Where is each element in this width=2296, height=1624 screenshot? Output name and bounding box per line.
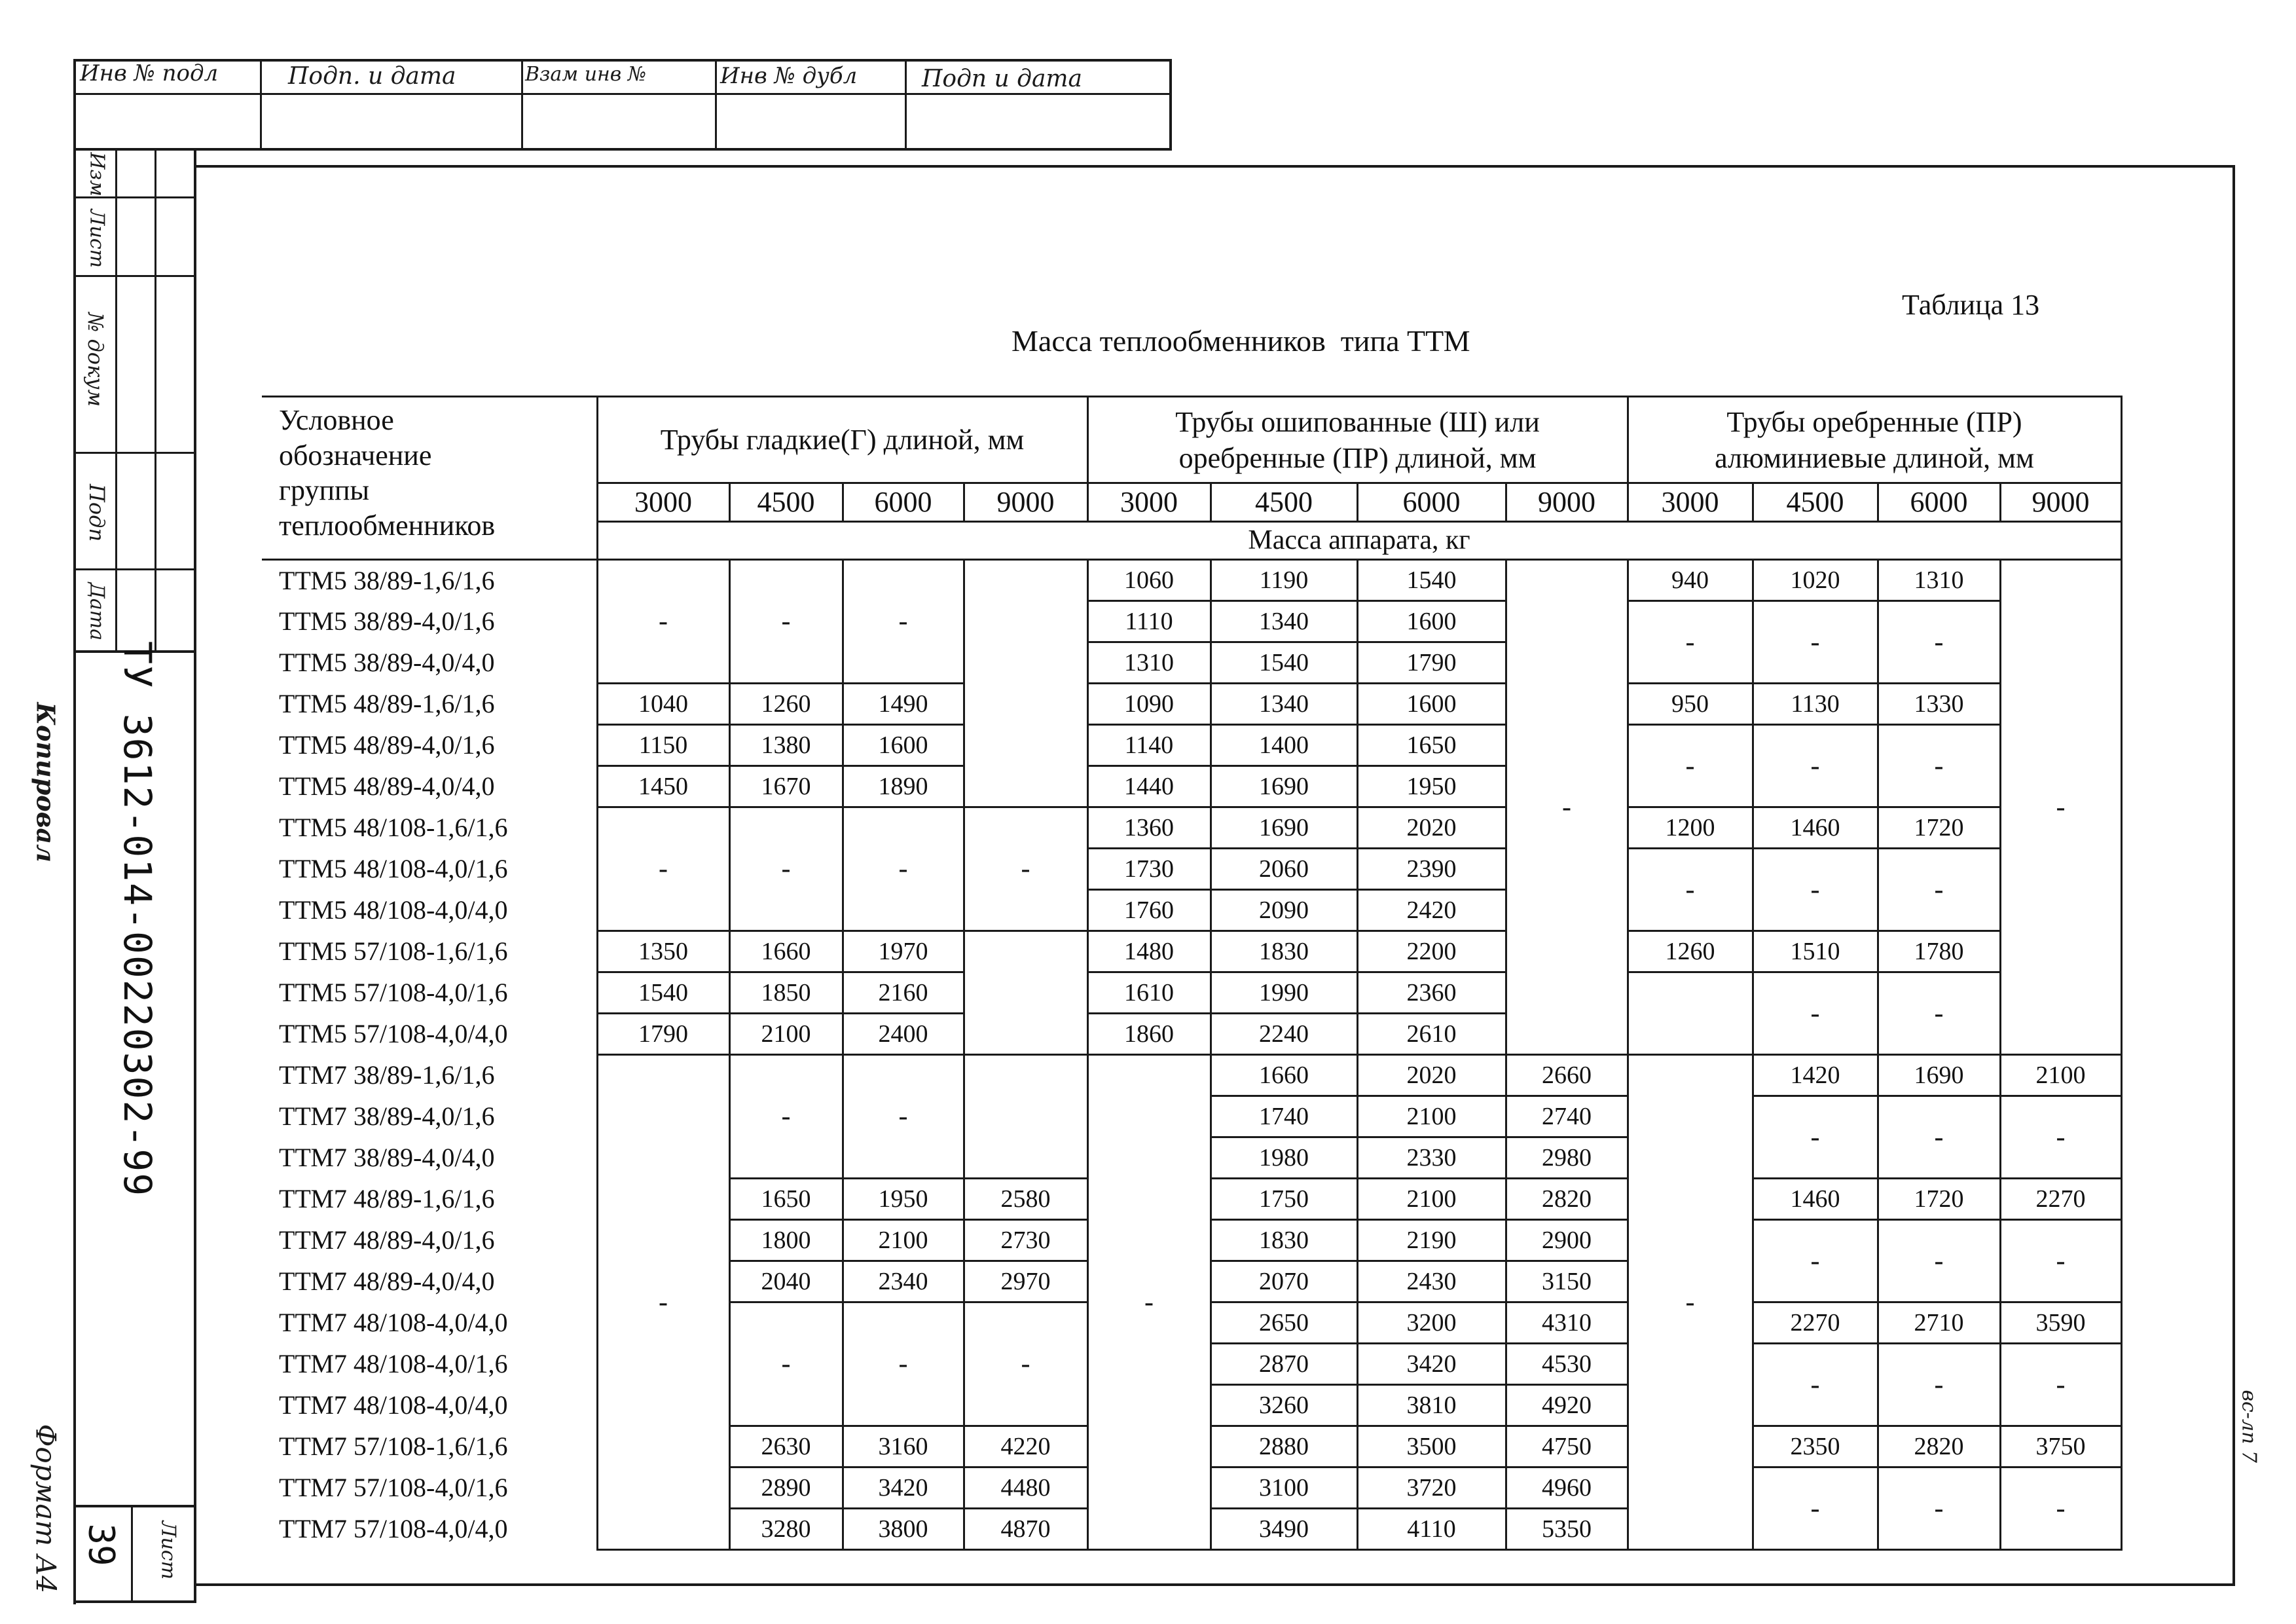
mass-finned-al-cell: 2710 [1878, 1302, 2000, 1344]
mass-studded-cell: 1400 [1211, 725, 1357, 766]
no-data-dash: - [1087, 1055, 1211, 1550]
mass-studded-cell: 1750 [1211, 1179, 1357, 1220]
mass-studded-cell: 2430 [1357, 1261, 1506, 1302]
header-group-smooth: Трубы гладкие(Г) длиной, мм [597, 397, 1087, 483]
mass-smooth-cell: 3280 [729, 1509, 843, 1550]
mass-studded-cell: 2100 [1357, 1179, 1506, 1220]
mass-smooth-cell: 2340 [843, 1261, 964, 1302]
mass-studded-cell: 1740 [1211, 1096, 1357, 1137]
mass-studded-cell: 2740 [1506, 1096, 1628, 1137]
mass-studded-cell: 1730 [1087, 849, 1211, 890]
no-data-dash: - [1878, 601, 2000, 684]
mass-studded-cell: 1440 [1087, 766, 1211, 807]
mass-smooth-cell: 1150 [597, 725, 729, 766]
row-designation: ТТМ5 48/89-4,0/1,6 [262, 725, 597, 766]
no-data-dash: - [964, 1302, 1087, 1426]
mass-finned-al-cell: 2100 [2000, 1055, 2121, 1096]
no-data-dash: - [1753, 1344, 1878, 1426]
col-label-izm: Изм [85, 152, 109, 196]
mass-smooth-cell: 1450 [597, 766, 729, 807]
no-data-dash: - [729, 1055, 843, 1179]
no-data-dash: - [2000, 1096, 2121, 1179]
table-row [262, 684, 2121, 725]
mass-studded-cell: 2020 [1357, 1055, 1506, 1096]
mass-studded-cell: 1340 [1211, 684, 1357, 725]
mass-smooth-cell: 2400 [843, 1014, 964, 1055]
header-group-studded: Трубы ошипованные (Ш) или оребренные (ПР) длиной, мм [1087, 397, 1628, 483]
mass-studded-cell: 1830 [1211, 1220, 1357, 1261]
mass-studded-cell: 3260 [1211, 1385, 1357, 1426]
mass-finned-al-cell: 2820 [1878, 1426, 2000, 1467]
row-designation: ТТМ5 57/108-4,0/1,6 [262, 972, 597, 1014]
mass-studded-cell: 1690 [1211, 807, 1357, 849]
row-designation: ТТМ7 48/108-4,0/4,0 [262, 1302, 597, 1344]
no-data-dash: - [1753, 1096, 1878, 1179]
row-designation: ТТМ5 57/108-1,6/1,6 [262, 931, 597, 972]
mass-studded-cell: 2090 [1211, 890, 1357, 931]
empty-cell [1628, 972, 1753, 1055]
mass-smooth-cell: 4220 [964, 1426, 1087, 1467]
mass-smooth-cell: 2100 [729, 1014, 843, 1055]
document-code: ТУ 3612-014-00220302-99 [115, 641, 160, 1198]
mass-smooth-cell: 1950 [843, 1179, 964, 1220]
header-length: 6000 [843, 483, 964, 521]
row-designation: ТТМ7 48/89-4,0/4,0 [262, 1261, 597, 1302]
row-designation: ТТМ5 38/89-4,0/1,6 [262, 601, 597, 642]
mass-smooth-cell: 1600 [843, 725, 964, 766]
empty-cell [964, 931, 1087, 1055]
mass-studded-cell: 1990 [1211, 972, 1357, 1014]
mass-studded-cell: 1660 [1211, 1055, 1357, 1096]
table-row [262, 725, 2121, 766]
row-designation: ТТМ7 38/89-4,0/1,6 [262, 1096, 597, 1137]
mass-studded-cell: 1790 [1357, 642, 1506, 684]
no-data-dash: - [1878, 849, 2000, 931]
mass-smooth-cell: 3160 [843, 1426, 964, 1467]
mass-smooth-cell: 1800 [729, 1220, 843, 1261]
header-length: 4500 [1753, 483, 1878, 521]
no-data-dash: - [843, 1302, 964, 1426]
mass-studded-cell: 5350 [1506, 1509, 1628, 1550]
row-designation: ТТМ5 48/89-4,0/4,0 [262, 766, 597, 807]
mass-smooth-cell: 2890 [729, 1467, 843, 1509]
mass-studded-cell: 2870 [1211, 1344, 1357, 1385]
mass-studded-cell: 1360 [1087, 807, 1211, 849]
mass-smooth-cell: 1650 [729, 1179, 843, 1220]
mass-studded-cell: 2900 [1506, 1220, 1628, 1261]
mass-smooth-cell: 1540 [597, 972, 729, 1014]
no-data-dash: - [843, 1055, 964, 1179]
header-length: 6000 [1878, 483, 2000, 521]
mass-finned-al-cell: 3750 [2000, 1426, 2121, 1467]
empty-cell [964, 560, 1087, 807]
no-data-dash: - [1753, 1220, 1878, 1302]
mass-smooth-cell: 2730 [964, 1220, 1087, 1261]
mass-studded-cell: 1690 [1211, 766, 1357, 807]
mass-studded-cell: 2980 [1506, 1137, 1628, 1179]
mass-studded-cell: 3720 [1357, 1467, 1506, 1509]
table-row [262, 807, 2121, 849]
mass-studded-cell: 1060 [1087, 560, 1211, 601]
header-length: 3000 [1628, 483, 1753, 521]
header-length: 3000 [1087, 483, 1211, 521]
stamp-label-inv-podl: Инв № подл [80, 60, 219, 86]
margin-format-label: Формат А4 [29, 1424, 62, 1594]
mass-studded-cell: 2200 [1357, 931, 1506, 972]
mass-finned-al-cell: 1720 [1878, 1179, 2000, 1220]
mass-finned-al-cell: 1510 [1753, 931, 1878, 972]
mass-finned-al-cell: 1020 [1753, 560, 1878, 601]
mass-studded-cell: 2360 [1357, 972, 1506, 1014]
mass-studded-cell: 4110 [1357, 1509, 1506, 1550]
no-data-dash: - [597, 560, 729, 684]
no-data-dash: - [1878, 972, 2000, 1055]
no-data-dash: - [597, 1055, 729, 1550]
mass-studded-cell: 2240 [1211, 1014, 1357, 1055]
table-number: Таблица 13 [1902, 289, 2040, 321]
row-designation: ТТМ5 48/108-1,6/1,6 [262, 807, 597, 849]
no-data-dash: - [2000, 1344, 2121, 1426]
mass-table [262, 396, 2123, 1551]
mass-finned-al-cell: 1460 [1753, 1179, 1878, 1220]
mass-studded-cell: 2060 [1211, 849, 1357, 890]
mass-studded-cell: 1090 [1087, 684, 1211, 725]
mass-finned-al-cell: 1720 [1878, 807, 2000, 849]
row-designation: ТТМ7 57/108-4,0/4,0 [262, 1509, 597, 1550]
mass-studded-cell: 1950 [1357, 766, 1506, 807]
mass-smooth-cell: 4870 [964, 1509, 1087, 1550]
table-row [262, 1055, 2121, 1096]
mass-studded-cell: 3100 [1211, 1467, 1357, 1509]
margin-copied-label: Копировал [31, 702, 61, 862]
table-row [262, 560, 2121, 601]
col-label-list: Лист [85, 209, 109, 268]
mass-studded-cell: 2420 [1357, 890, 1506, 931]
header-mass-label: Масса аппарата, кг [597, 521, 2121, 559]
stamp-label-podp-i-data: Подп и дата [922, 65, 1083, 92]
no-data-dash: - [729, 807, 843, 931]
mass-studded-cell: 2100 [1357, 1096, 1506, 1137]
mass-studded-cell: 1600 [1357, 684, 1506, 725]
no-data-dash: - [1878, 1096, 2000, 1179]
no-data-dash: - [1878, 725, 2000, 807]
mass-smooth-cell: 1380 [729, 725, 843, 766]
mass-finned-al-cell: 1330 [1878, 684, 2000, 725]
no-data-dash: - [2000, 560, 2121, 1055]
mass-finned-al-cell: 1130 [1753, 684, 1878, 725]
no-data-dash: - [1628, 1055, 1753, 1550]
mass-smooth-cell: 1260 [729, 684, 843, 725]
mass-smooth-cell: 1490 [843, 684, 964, 725]
col-label-podp: Подп [84, 484, 109, 542]
mass-smooth-cell: 1850 [729, 972, 843, 1014]
header-length: 3000 [597, 483, 729, 521]
mass-smooth-cell: 2970 [964, 1261, 1087, 1302]
row-designation: ТТМ7 48/108-4,0/4,0 [262, 1385, 597, 1426]
no-data-dash: - [1753, 601, 1878, 684]
mass-studded-cell: 2820 [1506, 1179, 1628, 1220]
mass-studded-cell: 4310 [1506, 1302, 1628, 1344]
mass-finned-al-cell: 1260 [1628, 931, 1753, 972]
mass-studded-cell: 4750 [1506, 1426, 1628, 1467]
mass-studded-cell: 1540 [1211, 642, 1357, 684]
row-designation: ТТМ5 38/89-4,0/4,0 [262, 642, 597, 684]
row-designation: ТТМ7 57/108-1,6/1,6 [262, 1426, 597, 1467]
mass-smooth-cell: 1890 [843, 766, 964, 807]
row-designation: ТТМ7 38/89-1,6/1,6 [262, 1055, 597, 1096]
mass-smooth-cell: 3420 [843, 1467, 964, 1509]
header-group-finned-al: Трубы оребренные (ПР) алюминиевые длиной, мм [1628, 397, 2121, 483]
row-designation: ТТМ5 38/89-1,6/1,6 [262, 560, 597, 601]
mass-finned-al-cell: 1420 [1753, 1055, 1878, 1096]
sheet-number: 39 [81, 1523, 122, 1566]
mass-studded-cell: 3420 [1357, 1344, 1506, 1385]
mass-smooth-cell: 2580 [964, 1179, 1087, 1220]
no-data-dash: - [1628, 725, 1753, 807]
table-row [262, 931, 2121, 972]
mass-studded-cell: 4530 [1506, 1344, 1628, 1385]
no-data-dash: - [729, 1302, 843, 1426]
col-label-n-dokum: № докум [83, 312, 108, 407]
no-data-dash: - [1878, 1344, 2000, 1426]
no-data-dash: - [2000, 1220, 2121, 1302]
mass-studded-cell: 1760 [1087, 890, 1211, 931]
no-data-dash: - [1878, 1467, 2000, 1550]
no-data-dash: - [597, 807, 729, 931]
col-label-data: Дата [85, 582, 109, 641]
mass-studded-cell: 2880 [1211, 1426, 1357, 1467]
header-length: 9000 [964, 483, 1087, 521]
mass-finned-al-cell: 3590 [2000, 1302, 2121, 1344]
no-data-dash: - [843, 560, 964, 684]
row-designation: ТТМ5 48/108-4,0/1,6 [262, 849, 597, 890]
right-margin-note: вс-лп 7 [2237, 1390, 2261, 1463]
mass-studded-cell: 3150 [1506, 1261, 1628, 1302]
row-designation: ТТМ5 48/108-4,0/4,0 [262, 890, 597, 931]
no-data-dash: - [1878, 1220, 2000, 1302]
mass-studded-cell: 1310 [1087, 642, 1211, 684]
table-row [262, 972, 2121, 1014]
sheet-label: Лист [156, 1521, 180, 1580]
row-designation: ТТМ7 57/108-4,0/1,6 [262, 1467, 597, 1509]
mass-smooth-cell: 2160 [843, 972, 964, 1014]
mass-studded-cell: 3200 [1357, 1302, 1506, 1344]
header-length: 9000 [2000, 483, 2121, 521]
mass-finned-al-cell: 2350 [1753, 1426, 1878, 1467]
mass-studded-cell: 2070 [1211, 1261, 1357, 1302]
stamp-label-podp-data: Подп. и дата [288, 63, 456, 90]
mass-smooth-cell: 1790 [597, 1014, 729, 1055]
header-length: 4500 [1211, 483, 1357, 521]
mass-finned-al-cell: 1690 [1878, 1055, 2000, 1096]
row-designation: ТТМ5 48/89-1,6/1,6 [262, 684, 597, 725]
mass-studded-cell: 3500 [1357, 1426, 1506, 1467]
header-designation-line: Условное [279, 404, 394, 436]
header-designation [262, 397, 597, 560]
table-row [262, 601, 2121, 642]
mass-studded-cell: 2020 [1357, 807, 1506, 849]
no-data-dash: - [1753, 849, 1878, 931]
row-designation: ТТМ7 38/89-4,0/4,0 [262, 1137, 597, 1179]
mass-finned-al-cell: 2270 [2000, 1179, 2121, 1220]
mass-smooth-cell: 1350 [597, 931, 729, 972]
mass-studded-cell: 4960 [1506, 1467, 1628, 1509]
table-title: Масса теплообменников типа ТТМ [1011, 324, 1470, 358]
header-designation-line: теплообменников [279, 509, 496, 542]
header-length: 9000 [1506, 483, 1628, 521]
mass-finned-al-cell: 940 [1628, 560, 1753, 601]
mass-smooth-cell: 1970 [843, 931, 964, 972]
mass-finned-al-cell: 1780 [1878, 931, 2000, 972]
row-designation: ТТМ7 48/89-4,0/1,6 [262, 1220, 597, 1261]
stamp-label-inv-dubl: Инв № дубл [720, 63, 858, 89]
no-data-dash: - [1753, 725, 1878, 807]
mass-studded-cell: 1650 [1357, 725, 1506, 766]
mass-studded-cell: 1980 [1211, 1137, 1357, 1179]
mass-studded-cell: 1860 [1087, 1014, 1211, 1055]
no-data-dash: - [729, 560, 843, 684]
mass-smooth-cell: 2630 [729, 1426, 843, 1467]
mass-studded-cell: 3490 [1211, 1509, 1357, 1550]
no-data-dash: - [1628, 601, 1753, 684]
mass-studded-cell: 1190 [1211, 560, 1357, 601]
mass-studded-cell: 1600 [1357, 601, 1506, 642]
mass-studded-cell: 1480 [1087, 931, 1211, 972]
header-designation-line: обозначение [279, 439, 432, 471]
mass-studded-cell: 1140 [1087, 725, 1211, 766]
row-designation: ТТМ7 48/108-4,0/1,6 [262, 1344, 597, 1385]
mass-finned-al-cell: 1460 [1753, 807, 1878, 849]
no-data-dash: - [964, 807, 1087, 931]
mass-studded-cell: 1540 [1357, 560, 1506, 601]
header-length: 6000 [1357, 483, 1506, 521]
mass-studded-cell: 2390 [1357, 849, 1506, 890]
header-length: 4500 [729, 483, 843, 521]
row-designation: ТТМ7 48/89-1,6/1,6 [262, 1179, 597, 1220]
no-data-dash: - [1506, 560, 1628, 1055]
no-data-dash: - [2000, 1467, 2121, 1550]
mass-studded-cell: 4920 [1506, 1385, 1628, 1426]
no-data-dash: - [1753, 1467, 1878, 1550]
no-data-dash: - [843, 807, 964, 931]
no-data-dash: - [1753, 972, 1878, 1055]
mass-finned-al-cell: 2270 [1753, 1302, 1878, 1344]
mass-studded-cell: 2190 [1357, 1220, 1506, 1261]
mass-smooth-cell: 2040 [729, 1261, 843, 1302]
empty-cell [964, 1055, 1087, 1179]
stamp-label-vzam-inv: Взам инв № [525, 63, 647, 86]
mass-studded-cell: 1610 [1087, 972, 1211, 1014]
mass-smooth-cell: 1040 [597, 684, 729, 725]
mass-smooth-cell: 3800 [843, 1509, 964, 1550]
mass-studded-cell: 1110 [1087, 601, 1211, 642]
no-data-dash: - [1628, 849, 1753, 931]
header-row-groups [262, 397, 2121, 483]
mass-finned-al-cell: 1200 [1628, 807, 1753, 849]
mass-finned-al-cell: 1310 [1878, 560, 2000, 601]
mass-smooth-cell: 4480 [964, 1467, 1087, 1509]
mass-studded-cell: 1340 [1211, 601, 1357, 642]
table-row [262, 849, 2121, 890]
header-designation-line: группы [279, 474, 370, 507]
mass-studded-cell: 2610 [1357, 1014, 1506, 1055]
mass-studded-cell: 2660 [1506, 1055, 1628, 1096]
row-designation: ТТМ5 57/108-4,0/4,0 [262, 1014, 597, 1055]
mass-studded-cell: 3810 [1357, 1385, 1506, 1426]
mass-smooth-cell: 1670 [729, 766, 843, 807]
mass-finned-al-cell: 950 [1628, 684, 1753, 725]
mass-studded-cell: 2650 [1211, 1302, 1357, 1344]
mass-smooth-cell: 1660 [729, 931, 843, 972]
mass-smooth-cell: 2100 [843, 1220, 964, 1261]
mass-studded-cell: 1830 [1211, 931, 1357, 972]
mass-studded-cell: 2330 [1357, 1137, 1506, 1179]
